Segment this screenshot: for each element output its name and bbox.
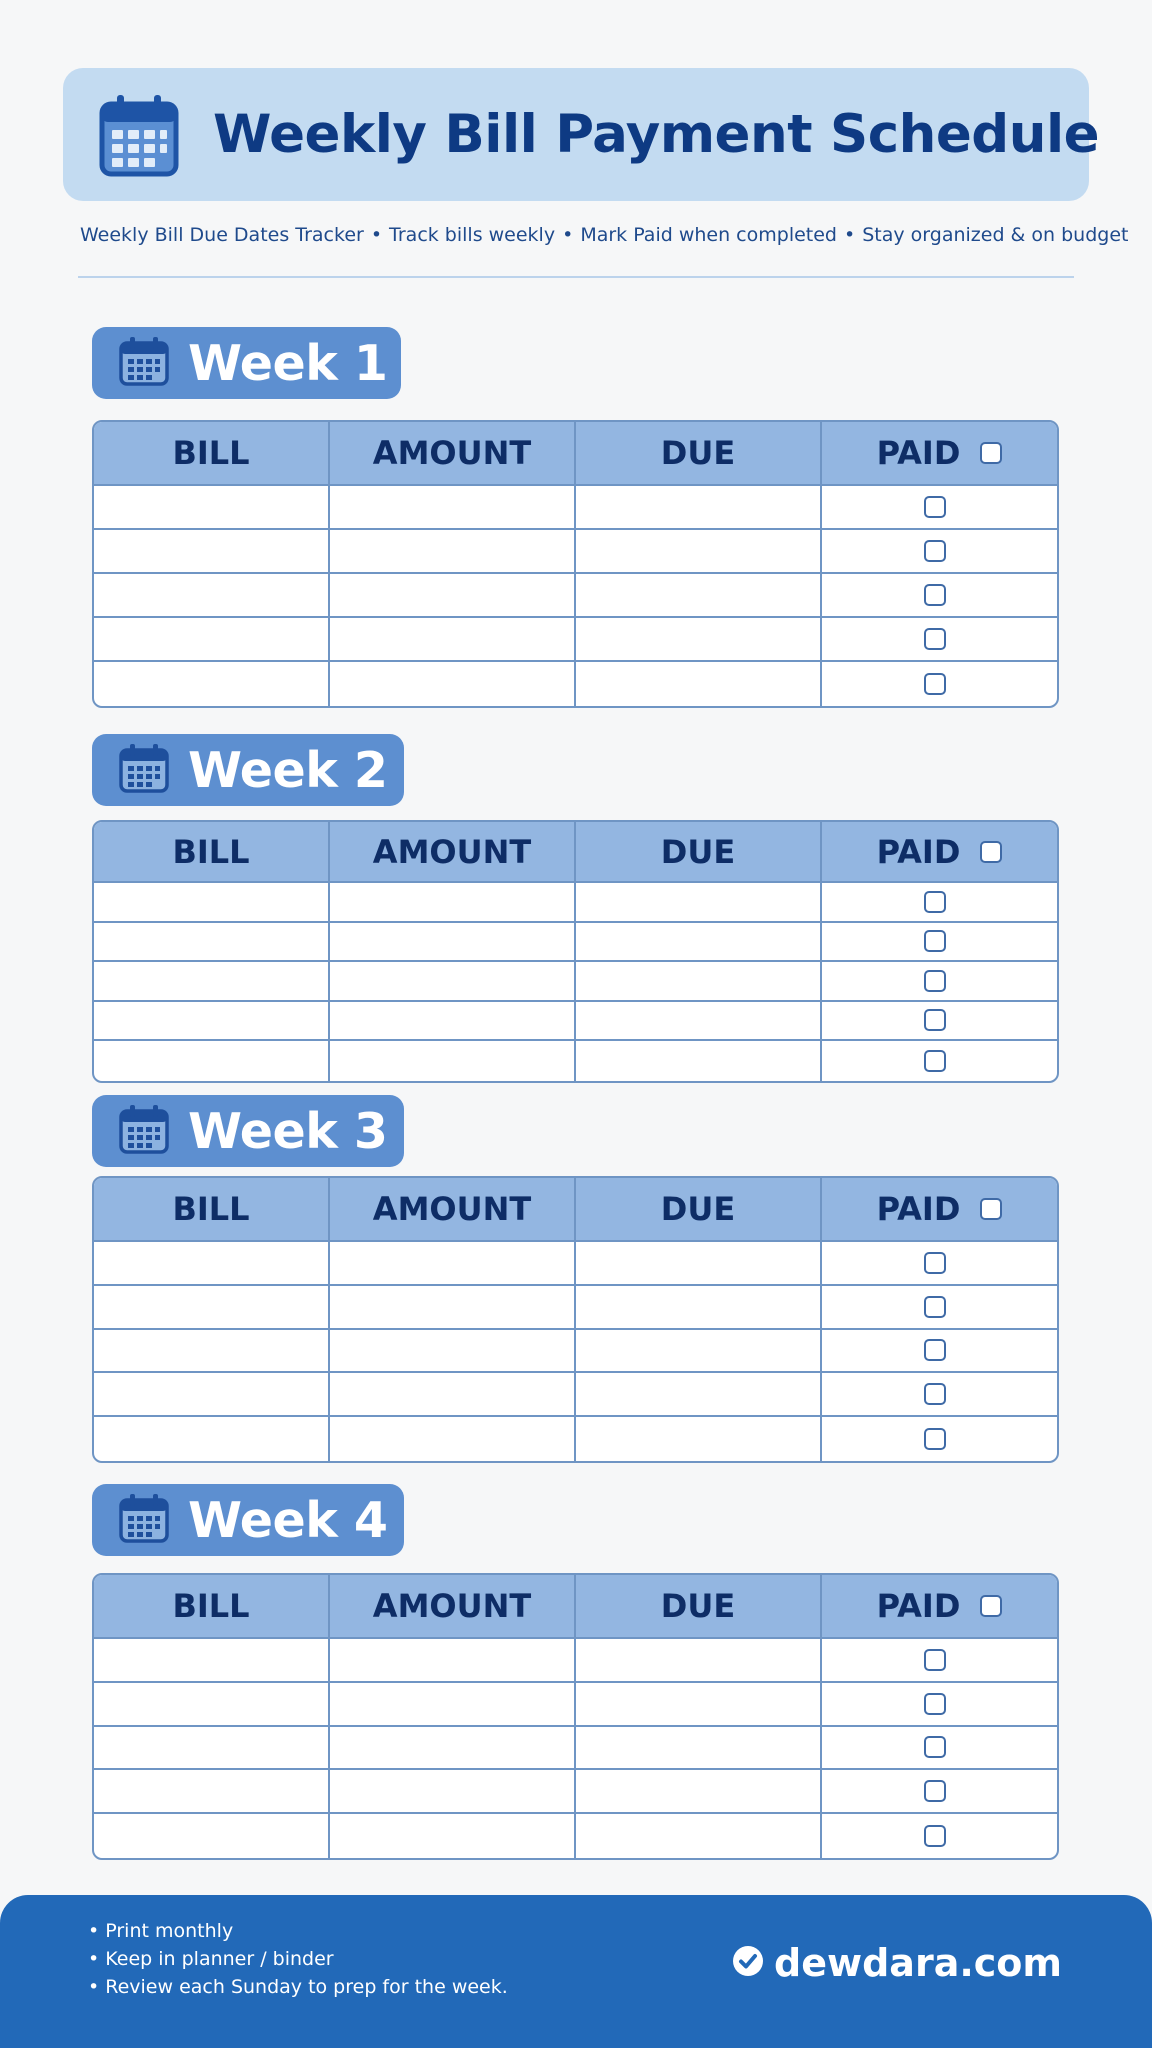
- amount-cell[interactable]: [330, 962, 576, 1000]
- column-header-bill: [94, 1178, 330, 1240]
- column-label: PAID: [876, 1587, 961, 1625]
- brand: [732, 1941, 1062, 1985]
- checkbox-icon[interactable]: [924, 1825, 946, 1847]
- bill-cell[interactable]: [94, 1727, 330, 1769]
- amount-cell[interactable]: [330, 662, 576, 706]
- amount-cell[interactable]: [330, 1242, 576, 1284]
- column-header-paid: [822, 1575, 1057, 1637]
- paid-cell: [822, 883, 1057, 921]
- amount-cell[interactable]: [330, 1683, 576, 1725]
- table-header: [94, 1575, 1057, 1639]
- column-header-due: [576, 422, 822, 484]
- column-label: DUE: [660, 434, 736, 472]
- column-header-bill: [94, 822, 330, 881]
- page-title: Weekly Bill Payment Schedule: [213, 104, 1100, 165]
- paid-cell: [822, 1002, 1057, 1040]
- column-header-due: [576, 822, 822, 881]
- checkbox-icon[interactable]: [924, 891, 946, 913]
- column-header-due: [576, 1178, 822, 1240]
- table-row: [94, 1417, 1057, 1461]
- column-label: BILL: [172, 832, 250, 871]
- column-header-paid: [822, 1178, 1057, 1240]
- paid-cell: [822, 618, 1057, 660]
- paid-cell: [822, 1242, 1057, 1284]
- paid-cell: [822, 1770, 1057, 1812]
- column-header-amount: [330, 1178, 576, 1240]
- table-row: [94, 1330, 1057, 1374]
- footer: [0, 1895, 1152, 2048]
- bill-cell[interactable]: [94, 1286, 330, 1328]
- checkbox-icon[interactable]: [924, 1428, 946, 1450]
- bill-cell[interactable]: [94, 1373, 330, 1415]
- paid-cell: [822, 923, 1057, 961]
- checkbox-icon[interactable]: [924, 628, 946, 650]
- column-label: PAID: [876, 832, 961, 871]
- week-1-table: [92, 420, 1059, 708]
- page-header: [63, 68, 1100, 201]
- table-row: [94, 1286, 1057, 1330]
- table-row: [94, 574, 1057, 618]
- due-cell[interactable]: [576, 962, 822, 1000]
- column-label: BILL: [172, 434, 250, 472]
- week-title: Week 4: [188, 1491, 388, 1549]
- due-cell[interactable]: [576, 1373, 822, 1415]
- checkbox-icon[interactable]: [924, 673, 946, 695]
- due-cell[interactable]: [576, 618, 822, 660]
- bill-cell[interactable]: [94, 618, 330, 660]
- tagline-separator: •: [562, 224, 574, 246]
- table-row: [94, 1770, 1057, 1814]
- table-row: [94, 486, 1057, 530]
- brand-text: dewdara.com: [774, 1941, 1062, 1985]
- checkbox-icon[interactable]: [980, 841, 1002, 863]
- amount-cell[interactable]: [330, 1286, 576, 1328]
- bill-cell[interactable]: [94, 1417, 330, 1461]
- column-label: AMOUNT: [372, 434, 532, 472]
- bill-cell[interactable]: [94, 1770, 330, 1812]
- calendar-icon: [118, 1103, 170, 1159]
- checkbox-icon[interactable]: [924, 970, 946, 992]
- amount-cell[interactable]: [330, 1041, 576, 1081]
- column-header-amount: [330, 1575, 576, 1637]
- check-circle-icon: [732, 1945, 764, 1981]
- paid-cell: [822, 662, 1057, 706]
- paid-cell: [822, 1373, 1057, 1415]
- table-row: [94, 662, 1057, 706]
- amount-cell[interactable]: [330, 1727, 576, 1769]
- bill-cell[interactable]: [94, 1330, 330, 1372]
- bill-cell[interactable]: [94, 1242, 330, 1284]
- amount-cell[interactable]: [330, 1373, 576, 1415]
- checkbox-icon[interactable]: [924, 1009, 946, 1031]
- week-2-table: [92, 820, 1059, 1083]
- bill-cell[interactable]: [94, 1041, 330, 1081]
- column-label: AMOUNT: [372, 1190, 532, 1228]
- header-divider: [78, 276, 1074, 278]
- column-label: DUE: [660, 1587, 736, 1625]
- paid-cell: [822, 1417, 1057, 1461]
- paid-cell: [822, 530, 1057, 572]
- bill-cell[interactable]: [94, 1639, 330, 1681]
- column-header-due: [576, 1575, 822, 1637]
- table-row: [94, 962, 1057, 1002]
- amount-cell[interactable]: [330, 618, 576, 660]
- week-title: Week 2: [188, 741, 388, 799]
- paid-cell: [822, 1814, 1057, 1858]
- week-4-badge: [92, 1484, 404, 1556]
- checkbox-icon[interactable]: [924, 540, 946, 562]
- tip-item: • Print monthly: [88, 1917, 508, 1945]
- tagline-separator: •: [844, 224, 856, 246]
- week-title: Week 1: [188, 334, 388, 392]
- checkbox-icon[interactable]: [924, 1736, 946, 1758]
- paid-cell: [822, 1041, 1057, 1081]
- paid-cell: [822, 1727, 1057, 1769]
- bill-cell[interactable]: [94, 530, 330, 572]
- table-row: [94, 1683, 1057, 1727]
- amount-cell[interactable]: [330, 923, 576, 961]
- checkbox-icon[interactable]: [924, 1649, 946, 1671]
- column-label: AMOUNT: [372, 1587, 532, 1625]
- tips-list: [88, 1917, 508, 2001]
- paid-cell: [822, 1639, 1057, 1681]
- tagline-item: Weekly Bill Due Dates Tracker: [80, 224, 364, 246]
- table-row: [94, 530, 1057, 574]
- checkbox-icon[interactable]: [980, 1595, 1002, 1617]
- amount-cell[interactable]: [330, 1770, 576, 1812]
- checkbox-icon[interactable]: [980, 1198, 1002, 1220]
- calendar-icon: [98, 92, 180, 182]
- tagline-separator: •: [370, 224, 383, 246]
- amount-cell[interactable]: [330, 486, 576, 528]
- due-cell[interactable]: [576, 1002, 822, 1040]
- paid-cell: [822, 486, 1057, 528]
- column-label: DUE: [660, 1190, 736, 1228]
- amount-cell[interactable]: [330, 574, 576, 616]
- column-header-amount: [330, 822, 576, 881]
- paid-cell: [822, 574, 1057, 616]
- table-row: [94, 1639, 1057, 1683]
- week-4-table: [92, 1573, 1059, 1860]
- due-cell[interactable]: [576, 1683, 822, 1725]
- table-row: [94, 1002, 1057, 1042]
- due-cell[interactable]: [576, 1639, 822, 1681]
- bill-cell[interactable]: [94, 1002, 330, 1040]
- bill-cell[interactable]: [94, 923, 330, 961]
- tagline-item: Stay organized & on budget: [862, 224, 1129, 246]
- calendar-icon: [118, 335, 170, 391]
- tagline-item: Track bills weekly: [389, 224, 556, 246]
- column-header-amount: [330, 422, 576, 484]
- column-header-bill: [94, 422, 330, 484]
- column-label: PAID: [876, 434, 961, 472]
- amount-cell[interactable]: [330, 883, 576, 921]
- bill-cell[interactable]: [94, 883, 330, 921]
- table-row: [94, 1814, 1057, 1858]
- due-cell[interactable]: [576, 883, 822, 921]
- due-cell[interactable]: [576, 1286, 822, 1328]
- paid-cell: [822, 1330, 1057, 1372]
- due-cell[interactable]: [576, 1770, 822, 1812]
- week-3-badge: [92, 1095, 404, 1167]
- due-cell[interactable]: [576, 574, 822, 616]
- table-header: [94, 1178, 1057, 1242]
- week-1-badge: [92, 327, 401, 399]
- checkbox-icon[interactable]: [924, 1383, 946, 1405]
- bill-cell[interactable]: [94, 662, 330, 706]
- tip-item: • Review each Sunday to prep for the week.: [88, 1973, 508, 2001]
- amount-cell[interactable]: [330, 1002, 576, 1040]
- paid-cell: [822, 1286, 1057, 1328]
- checkbox-icon[interactable]: [924, 1050, 946, 1072]
- table-row: [94, 1373, 1057, 1417]
- column-label: DUE: [660, 832, 736, 871]
- amount-cell[interactable]: [330, 1814, 576, 1858]
- column-header-paid: [822, 822, 1057, 881]
- amount-cell[interactable]: [330, 530, 576, 572]
- calendar-icon: [118, 742, 170, 798]
- checkbox-icon[interactable]: [924, 1339, 946, 1361]
- column-label: PAID: [876, 1190, 961, 1228]
- week-2-badge: [92, 734, 404, 806]
- checkbox-icon[interactable]: [924, 1296, 946, 1318]
- table-row: [94, 923, 1057, 963]
- week-title: Week 3: [188, 1102, 388, 1160]
- amount-cell[interactable]: [330, 1417, 576, 1461]
- checkbox-icon[interactable]: [924, 1693, 946, 1715]
- table-row: [94, 883, 1057, 923]
- checkbox-icon[interactable]: [924, 1252, 946, 1274]
- bill-cell[interactable]: [94, 574, 330, 616]
- column-header-paid: [822, 422, 1057, 484]
- table-row: [94, 618, 1057, 662]
- due-cell[interactable]: [576, 1727, 822, 1769]
- due-cell[interactable]: [576, 530, 822, 572]
- table-header: [94, 822, 1057, 883]
- amount-cell[interactable]: [330, 1330, 576, 1372]
- week-3-table: [92, 1176, 1059, 1463]
- tip-item: • Keep in planner / binder: [88, 1945, 508, 1973]
- column-label: BILL: [172, 1587, 250, 1625]
- column-header-bill: [94, 1575, 330, 1637]
- checkbox-icon[interactable]: [924, 584, 946, 606]
- paid-cell: [822, 962, 1057, 1000]
- due-cell[interactable]: [576, 486, 822, 528]
- calendar-icon: [118, 1492, 170, 1548]
- bill-cell[interactable]: [94, 486, 330, 528]
- table-row: [94, 1242, 1057, 1286]
- bill-cell[interactable]: [94, 1814, 330, 1858]
- paid-cell: [822, 1683, 1057, 1725]
- due-cell[interactable]: [576, 662, 822, 706]
- amount-cell[interactable]: [330, 1639, 576, 1681]
- checkbox-icon[interactable]: [924, 1780, 946, 1802]
- tagline: [80, 224, 1129, 246]
- table-row: [94, 1727, 1057, 1771]
- due-cell[interactable]: [576, 1330, 822, 1372]
- due-cell[interactable]: [576, 1242, 822, 1284]
- column-label: BILL: [172, 1190, 250, 1228]
- due-cell[interactable]: [576, 1417, 822, 1461]
- due-cell[interactable]: [576, 1814, 822, 1858]
- checkbox-icon[interactable]: [924, 930, 946, 952]
- due-cell[interactable]: [576, 923, 822, 961]
- checkbox-icon[interactable]: [924, 496, 946, 518]
- column-label: AMOUNT: [372, 832, 532, 871]
- checkbox-icon[interactable]: [980, 442, 1002, 464]
- tagline-item: Mark Paid when completed: [580, 224, 837, 246]
- due-cell[interactable]: [576, 1041, 822, 1081]
- bill-cell[interactable]: [94, 1683, 330, 1725]
- table-header: [94, 422, 1057, 486]
- table-row: [94, 1041, 1057, 1081]
- bill-cell[interactable]: [94, 962, 330, 1000]
